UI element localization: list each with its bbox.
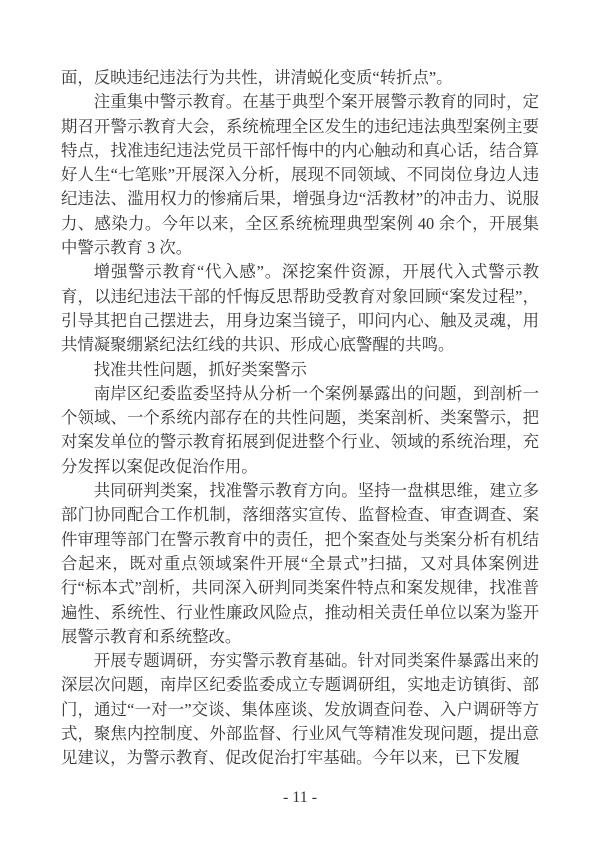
paragraph: 南岸区纪委监委坚持从分析一个案例暴露出的问题，到剖析一个领域、一个系统内部存在的共性问题，类案剖析、类案警示，把对案发单位的警示教育拓展到促进整个行业、领域的系统治理，充分发挥以案促改促治作用。 (61, 383, 539, 476)
page-number: - 11 - (282, 789, 318, 806)
document-body (61, 66, 539, 771)
paragraph: 开展专题调研，夯实警示教育基础。针对同类案件暴露出来的深层次问题，南岸区纪委监委成立专题调研组，实地走访镇街、部门，通过“一对一”交谈、集体座谈、发放调查问卷、入户调研等方式，聚焦内控制度、外部监督、行业风气等精准发现问题，提出意见建议，为警示教育、促改促治打牢基础。今年以来，已下发履 (61, 651, 539, 768)
paragraph: 增强警示教育“代入感”。深挖案件资源，开展代入式警示教育，以违纪违法干部的忏悔反思帮助受教育对象回顾“案发过程”，引导其把自己摆进去，用身边案当镜子，叩问内心、触及灵魂，用共情凝聚绷紧纪法红线的共识、形成心底警醒的共鸣。 (61, 262, 539, 355)
section-heading: 找准共性问题，抓好类案警示 (93, 359, 307, 379)
paragraph: 共同研判类案，找准警示教育方向。坚持一盘棋思维，建立多部门协同配合工作机制，落细落实宣传、监督检查、审查调查、案件审理等部门在警示教育中的责任，把个案查处与类案分析有机结合起来，既对重点领域案件开展“全景式”扫描，又对具体案例进行“标本式”剖析，共同深入研判同类案件特点和案发规律，找准普遍性、系统性、行业性廉政风险点，推动相关责任单位以案为鉴开展警示教育和系统整改。 (61, 481, 539, 646)
paragraph-continuation: 面，反映违纪违法行为共性，讲清蜕化变质“转折点”。 (61, 68, 453, 87)
paragraph: 注重集中警示教育。在基于典型个案开展警示教育的同时，定期召开警示教育大会，系统梳理全区发生的违纪违法典型案例主要特点，找准违纪违法党员干部忏悔中的内心触动和真心话，结合算好人生“七笔账”开展深入分析，展现不同领域、不同岗位身边人违纪违法、滥用权力的惨痛后果，增强身边“活教材”的冲击力、说服力、感染力。今年以来，全区系统梳理典型案例 40 余个，开展集中警示教育 3 次。 (61, 92, 539, 258)
